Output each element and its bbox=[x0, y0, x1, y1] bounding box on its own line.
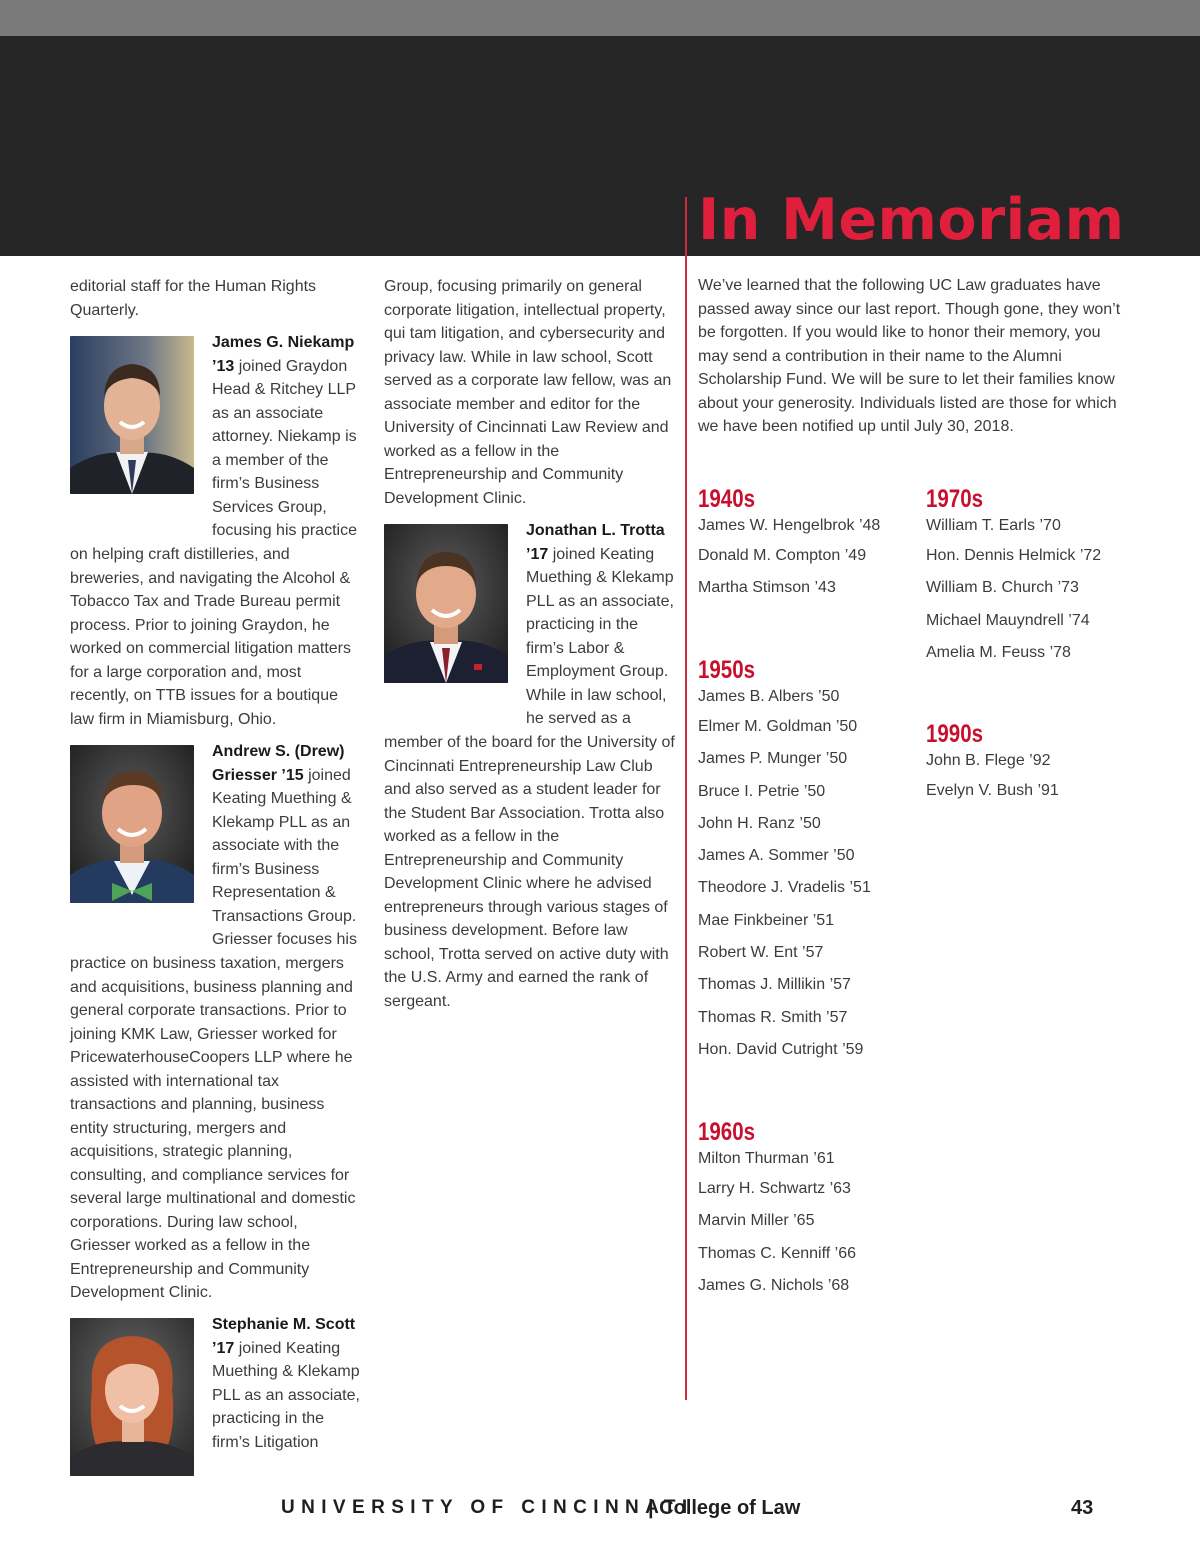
list-item: Robert W. Ent ’57 bbox=[698, 944, 824, 962]
decade-label: 1940s bbox=[698, 485, 756, 513]
list-item: Mae Finkbeiner ’51 bbox=[698, 911, 835, 929]
profile-text: joined Keating Muething & Klekamp PLL as an associate, practicing in the firm’s Litigation bbox=[212, 1339, 360, 1451]
portrait-griesser bbox=[70, 745, 194, 903]
memoriam-intro: We’ve learned that the following UC Law graduates have passed away since our last report. Though gone, they won’t be forgotten. If you would like to honor their memory, you may send a contribution in their name to the Alumni Scholarship Fund. We will be sure to let their families know about your generosity. Individuals listed are those for which we have been notified up until July 30, 2018. bbox=[698, 277, 1121, 435]
list-item: Bruce I. Petrie ’50 bbox=[698, 782, 826, 800]
column-two bbox=[384, 275, 676, 510]
profile-year: ’13 bbox=[212, 357, 235, 375]
profile-griesser-intro bbox=[212, 740, 364, 952]
decade-list bbox=[698, 1147, 856, 1302]
section-divider bbox=[685, 197, 687, 1400]
decade-label: 1950s bbox=[698, 656, 756, 684]
profile-text: practice on business taxation, mergers and acquisitions, business planning and general corporate transactions. Prior to joining KMK Law, Griesser worked for PricewaterhouseCoopers LLP where he assisted with international tax transactions and planning, business entity structuring, mergers and acquisitions, strategic planning, consulting, and compliance services for several large multinational and domestic corporations. During law school, Griesser worked as a fellow in the Entrepreneurship and Community Development Clinic. bbox=[70, 955, 356, 1301]
portrait-niekamp bbox=[70, 336, 194, 494]
decade-1950s bbox=[698, 655, 871, 1066]
list-item: William T. Earls ’70 bbox=[926, 517, 1061, 534]
list-item: John H. Ranz ’50 bbox=[698, 814, 821, 832]
decade-1970s bbox=[926, 484, 1101, 669]
decade-1940s bbox=[698, 484, 880, 605]
list-item: James B. Albers ’50 bbox=[698, 688, 840, 705]
list-item: John B. Flege ’92 bbox=[926, 752, 1051, 769]
list-item: Thomas J. Millikin ’57 bbox=[698, 976, 851, 994]
profile-text: joined Keating Muething & Klekamp PLL as an associate, practicing in the firm’s Labor & Employment Group. While in law school, he served as a bbox=[526, 545, 674, 727]
continued-text: Group, focusing primarily on general corporate litigation, intellectual property, qui tam litigation, and cybersecurity and privacy law. While in law school, Scott served as a corporate law fellow, was an associate member and editor for the University of Cincinnati Law Review and worked as a fellow in the Entrepreneurship and Community Development Clinic. bbox=[384, 278, 672, 507]
profile-name: James G. Niekamp bbox=[212, 334, 355, 351]
list-item: Amelia M. Feuss ’78 bbox=[926, 643, 1071, 661]
decade-label: 1960s bbox=[698, 1118, 756, 1146]
profile-name: Andrew S. (Drew) Griesser bbox=[212, 743, 345, 784]
decade-1990s bbox=[926, 719, 1059, 807]
decade-list bbox=[926, 749, 1059, 807]
column-one bbox=[70, 275, 362, 322]
list-item: James A. Sommer ’50 bbox=[698, 847, 855, 865]
profile-trotta-body bbox=[384, 731, 676, 1013]
decade-list bbox=[926, 514, 1101, 669]
profile-trotta-intro bbox=[526, 519, 678, 731]
profile-text: joined Graydon Head & Ritchey LLP as an associate attorney. Niekamp is a member of the firm’s Business Services Group, focusing his practice bbox=[212, 357, 357, 539]
list-item: Larry H. Schwartz ’63 bbox=[698, 1180, 851, 1197]
profile-text: member of the board for the University of Cincinnati Entrepreneurship Law Club and also served as a student leader for the Student Bar Association. Trotta also worked as a fellow in the Entrepreneurship and Community Development Clinic where he advised entrepreneurs through various stages of business development. Before law school, Trotta served on active duty with the U.S. Army and earned the rank of sergeant. bbox=[384, 734, 675, 1010]
list-item: James W. Hengelbrok ’48 bbox=[698, 517, 881, 534]
portrait-scott bbox=[70, 1318, 194, 1476]
portrait-trotta bbox=[384, 524, 508, 683]
list-item: James P. Munger ’50 bbox=[698, 750, 848, 768]
list-item: Theodore J. Vradelis ’51 bbox=[698, 879, 871, 897]
profile-scott-intro bbox=[212, 1313, 364, 1454]
list-item: Evelyn V. Bush ’91 bbox=[926, 782, 1059, 799]
decade-list bbox=[698, 685, 871, 1066]
profile-name: Stephanie M. Scott bbox=[212, 1316, 356, 1333]
page-number: 43 bbox=[1071, 1497, 1094, 1519]
list-item: Thomas C. Kenniff ’66 bbox=[698, 1244, 857, 1262]
profile-niekamp-intro bbox=[212, 331, 362, 543]
list-item: Michael Mauyndrell ’74 bbox=[926, 611, 1090, 629]
list-item: Donald M. Compton ’49 bbox=[698, 547, 867, 564]
list-item: James G. Nichols ’68 bbox=[698, 1276, 850, 1294]
decade-label: 1970s bbox=[926, 485, 984, 513]
decade-1960s bbox=[698, 1117, 856, 1302]
page-footer bbox=[0, 1494, 1200, 1524]
page-title: In Memoriam bbox=[698, 187, 1125, 253]
footer-college: | College of Law bbox=[648, 1497, 801, 1519]
list-item: Milton Thurman ’61 bbox=[698, 1150, 835, 1167]
list-item: Marvin Miller ’65 bbox=[698, 1212, 815, 1230]
profile-year: ’17 bbox=[526, 545, 549, 563]
profile-text: on helping craft distilleries, and breweries, and navigating the Alcohol & Tobacco Tax and Trade Bureau permit process. Prior to joining Graydon, he worked on commercial litigation matters for a large corporation and, most recently, on TTB issues for a boutique law firm in Miamisburg, Ohio. bbox=[70, 546, 351, 728]
list-item: Thomas R. Smith ’57 bbox=[698, 1008, 848, 1026]
profile-niekamp-body bbox=[70, 543, 362, 731]
list-item: Elmer M. Goldman ’50 bbox=[698, 718, 858, 735]
list-item: Hon. David Cutright ’59 bbox=[698, 1040, 864, 1058]
list-item: Martha Stimson ’43 bbox=[698, 579, 836, 597]
profile-year: ’15 bbox=[281, 766, 304, 784]
list-item: Hon. Dennis Helmick ’72 bbox=[926, 547, 1102, 564]
profile-griesser-body bbox=[70, 952, 362, 1305]
continued-text: editorial staff for the Human Rights Quarterly. bbox=[70, 278, 317, 319]
profile-text: joined Keating Muething & Klekamp PLL as an associate with the firm’s Business Representation & Transactions Group. Griesser focuses his bbox=[212, 766, 357, 948]
profile-name: Jonathan L. Trotta bbox=[526, 522, 665, 539]
decade-label: 1990s bbox=[926, 720, 984, 748]
top-strip bbox=[0, 0, 1200, 36]
profile-year: ’17 bbox=[212, 1339, 235, 1357]
list-item: William B. Church ’73 bbox=[926, 579, 1079, 597]
footer-university: UNIVERSITY OF CINCINNATI bbox=[281, 1497, 694, 1518]
decade-list bbox=[698, 514, 880, 605]
